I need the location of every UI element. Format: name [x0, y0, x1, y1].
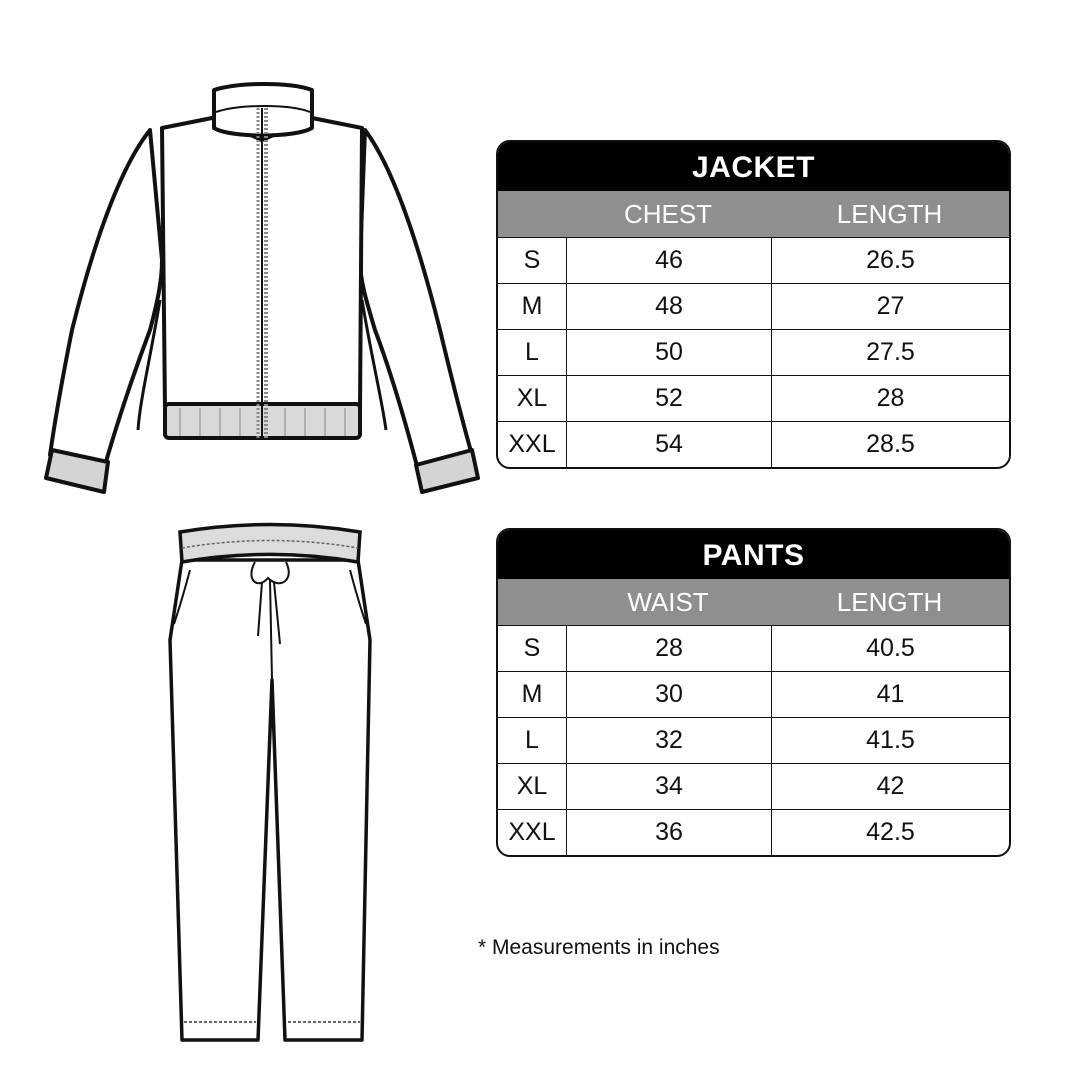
header-waist: WAIST — [627, 586, 709, 617]
measurement-note: * Measurements in inches — [478, 936, 720, 959]
table-row — [498, 329, 1009, 375]
length-cell: 42 — [876, 772, 905, 800]
waist-cell: 34 — [567, 764, 772, 809]
table-row — [498, 375, 1009, 421]
size-cell: XXL — [498, 422, 567, 467]
jacket-table-title: JACKET — [498, 142, 1009, 191]
table-row — [498, 717, 1009, 763]
header-size-blank — [498, 579, 566, 625]
length-cell: 42.5 — [866, 818, 915, 846]
table-row — [498, 283, 1009, 329]
size-cell: XL — [498, 764, 567, 809]
chest-cell: 50 — [567, 330, 772, 375]
chest-cell: 54 — [567, 422, 772, 467]
length-cell: 41.5 — [866, 726, 915, 754]
waist-cell: 36 — [567, 810, 772, 855]
waist-cell: 28 — [567, 626, 772, 671]
header-length: LENGTH — [836, 586, 943, 617]
header-size-blank — [498, 191, 566, 237]
header-length: LENGTH — [836, 198, 943, 229]
size-cell: L — [498, 330, 567, 375]
table-row — [498, 625, 1009, 671]
chest-cell: 52 — [567, 376, 772, 421]
size-cell: S — [498, 238, 567, 283]
pants-table-title: PANTS — [498, 530, 1009, 579]
waist-cell: 32 — [567, 718, 772, 763]
length-cell: 28.5 — [866, 430, 915, 458]
jacket-table-header — [498, 191, 1009, 237]
size-cell: XXL — [498, 810, 567, 855]
table-row — [498, 237, 1009, 283]
jacket-illustration — [40, 78, 485, 498]
table-row — [498, 421, 1009, 467]
table-row — [498, 809, 1009, 855]
chest-cell: 46 — [567, 238, 772, 283]
pants-illustration — [160, 520, 380, 1050]
waist-cell: 30 — [567, 672, 772, 717]
length-cell: 28 — [876, 384, 905, 412]
length-cell: 27 — [876, 292, 905, 320]
header-chest: CHEST — [623, 198, 713, 229]
size-cell: M — [498, 672, 567, 717]
table-row — [498, 671, 1009, 717]
size-cell: XL — [498, 376, 567, 421]
length-cell: 41 — [876, 680, 905, 708]
pants-table-header — [498, 579, 1009, 625]
table-row — [498, 763, 1009, 809]
size-cell: M — [498, 284, 567, 329]
chest-cell: 48 — [567, 284, 772, 329]
length-cell: 40.5 — [866, 634, 915, 662]
size-cell: S — [498, 626, 567, 671]
pants-size-table — [496, 528, 1011, 857]
jacket-size-table — [496, 140, 1011, 469]
size-cell: L — [498, 718, 567, 763]
length-cell: 26.5 — [866, 246, 915, 274]
length-cell: 27.5 — [866, 338, 915, 366]
